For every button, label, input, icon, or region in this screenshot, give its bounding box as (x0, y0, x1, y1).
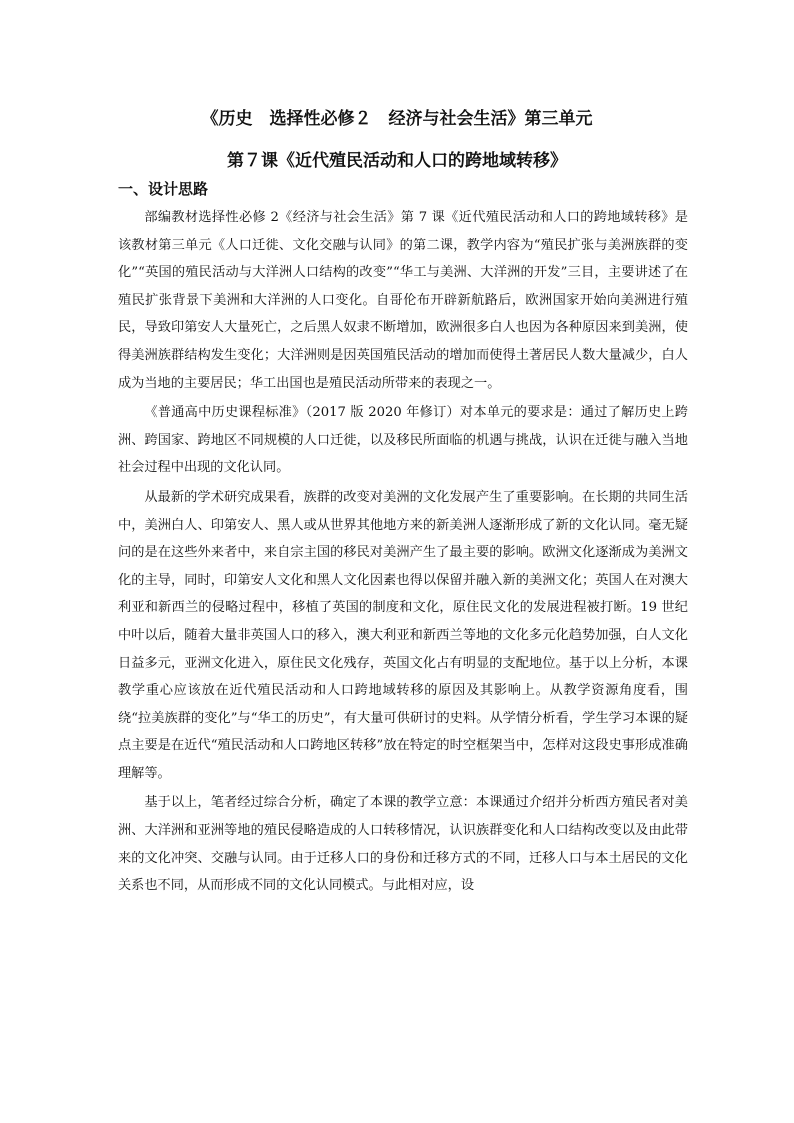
paragraph-4: 基于以上，笔者经过综合分析，确定了本课的教学立意：本课通过介绍并分析西方殖民者对美洲、大洋洲和亚洲等地的殖民侵略造成的人口转移情况，认识族群变化和人口结构改变以及由此带来的文化冲突、交融与认同。由于迁移人口的身份和迁移方式的不同，迁移人口与本土居民的文化关系也不同，从而形成不同的文化认同模式。与此相对应，设 (118, 795, 688, 894)
paragraph-2: 《普通高中历史课程标准》（2017 版 2020 年修订）对本单元的要求是：通过了解历史上跨洲、跨国家、跨地区不同规模的人口迁徙，以及移民所面临的机遇与挑战，认识在迁徙与融入当地社会过程中出现的文化认同。 (118, 405, 688, 476)
paragraph-1: 部编教材选择性必修 2《经济与社会生活》第 7 课《近代殖民活动和人口的跨地域转移》是该教材第三单元《人口迁徙、文化交融与认同》的第二课，教学内容为“殖民扩张与美洲族群的变化”“英国的殖民活动与大洋洲人口结构的改变”“华工与美洲、大洋洲的开发”三目，主要讲述了在殖民扩张背景下美洲和大洋洲的人口变化。自哥伦布开辟新航路后，欧洲国家开始向美洲进行殖民，导致印第安人大量死亡，之后黑人奴隶不断增加，欧洲很多白人也因为各种原因来到美洲，使得美洲族群结构发生变化；大洋洲则是因英国殖民活动的增加而使得土著居民人数大量减少，白人成为当地的主要居民；华工出国也是殖民活动所带来的表现之一。 (118, 210, 688, 391)
section-heading: 一、设计思路 (118, 180, 209, 198)
paragraph-3: 从最新的学术研究成果看，族群的改变对美洲的文化发展产生了重要影响。在长期的共同生活中，美洲白人、印第安人、黑人或从世界其他地方来的新美洲人逐渐形成了新的文化认同。毫无疑问的是在这些外来者中，来自宗主国的移民对美洲产生了最主要的影响。欧洲文化逐渐成为美洲文化的主导，同时，印第安人文化和黑人文化因素也得以保留并融入新的美洲文化；英国人在对澳大利亚和新西兰的侵略过程中，移植了英国的制度和文化，原住民文化的发展进程被打断。19 世纪中叶以后，随着大量非英国人口的移入，澳大利亚和新西兰等地的文化多元化趋势加强，白人文化日益多元，亚洲文化进入，原住民文化残存，英国文化占有明显的支配地位。基于以上分析，本课教学重心应该放在近代殖民活动和人口跨地域转移的原因及其影响上。从教学资源角度看，围绕“拉美族群的变化”与“华工的历史”，有大量可供研讨的史料。从学情分析看，学生学习本课的疑点主要是在近代“殖民活动和人口跨地区转移”放在特定的时空框架当中，怎样对这段史事形成准确理解等。 (118, 489, 688, 781)
document-title-unit: 《历史 选择性必修２ 经济与社会生活》第三单元 (201, 109, 593, 129)
document-title-lesson: 第７课《近代殖民活动和人口的跨地域转移》 (227, 151, 567, 171)
document-body (118, 204, 688, 900)
